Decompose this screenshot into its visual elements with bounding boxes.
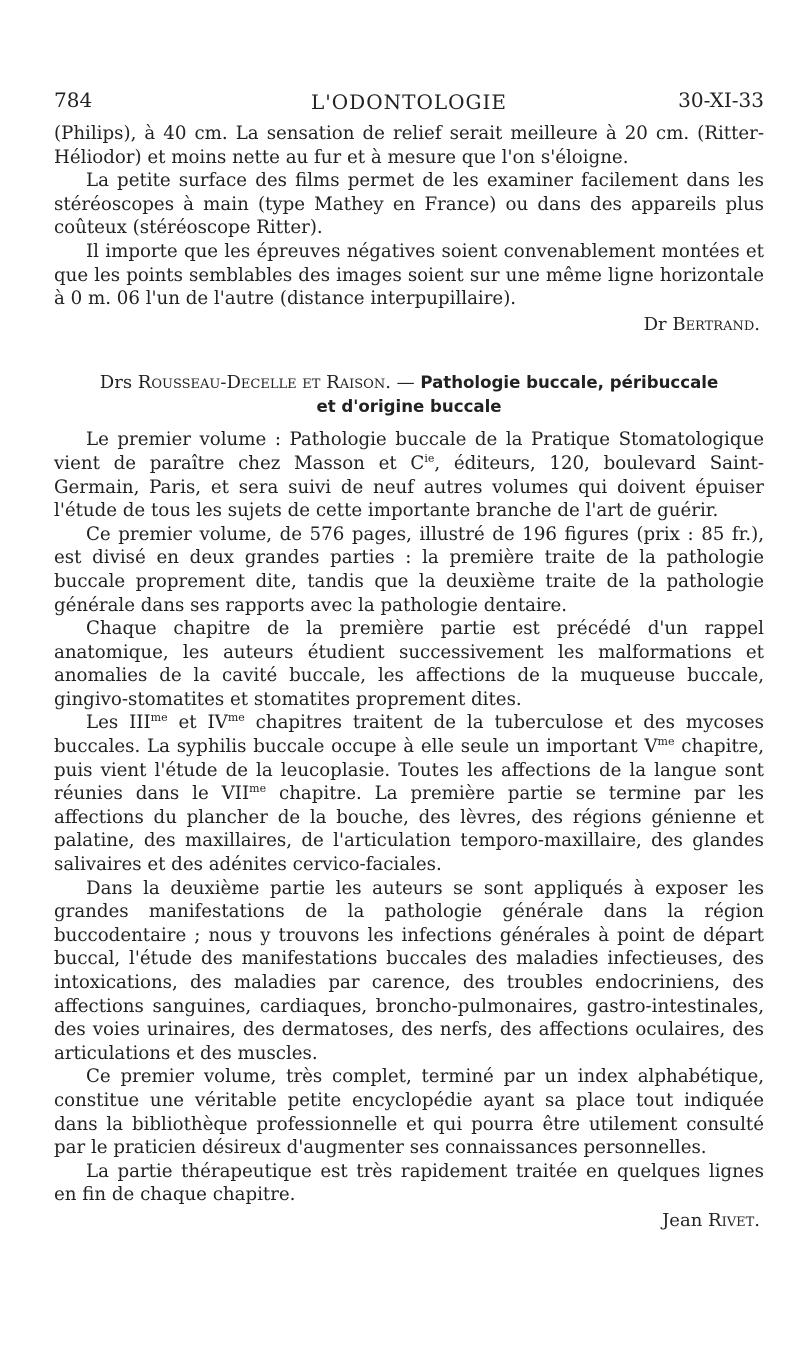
paragraph: La petite surface des films permet de les examiner facilement dans les stéréoscopes à main (type Mathey en France) ou dans des appareils plus coûteux (stéréoscope Ritter).	[54, 170, 764, 239]
signature-first: Jean	[662, 1209, 703, 1231]
heading-dash: —	[390, 371, 421, 393]
signature-bertrand	[54, 313, 760, 337]
paragraph: La partie thérapeutique est très rapidement traitée en quelques lignes en fin de chaque chapitre.	[54, 1160, 764, 1206]
review-heading	[54, 371, 764, 419]
paragraph: Ce premier volume, de 576 pages, illustré de 196 figures (prix : 85 fr.), est divisé en deux grandes parties : la première traite de la pathologie buccale proprement dite, tandis que la deuxième traite de la pathologie générale dans ses rapports avec la pathologie dentaire.	[54, 523, 764, 616]
signature-name: Bertrand.	[672, 313, 760, 335]
review-authors: Rousseau-Decelle et Raison.	[137, 371, 391, 393]
issue-date: 30-XI-33	[678, 88, 764, 112]
paragraph: Chaque chapitre de la première partie est précédé d'un rappel anatomique, les auteurs étudient successivement les malformations et anomalies de la cavité buccale, les affections de la muqueuse buccale, gingivo-stomatites et stomatites proprement dites.	[54, 618, 764, 710]
article-continuation	[54, 122, 764, 337]
signature-rivet	[54, 1209, 760, 1233]
page	[54, 88, 764, 1233]
paragraph: Dans la deuxième partie les auteurs se sont appliqués à exposer les grandes manifestations de la pathologie générale dans la région buccodentaire ; nous y trouvons les infections générales à point de départ buccal, l'étude des manifestations buccales des maladies infectieuses, des intoxications, des maladies par carence, des troubles endocriniens, des affections sanguines, cardiaques, broncho-pulmonaires, gastro-intestinales, des voies urinaires, des dermatoses, des nerfs, des affections oculaires, des articulations et des muscles.	[54, 877, 764, 1064]
journal-title: L'ODONTOLOGIE	[311, 90, 507, 114]
running-head	[54, 88, 764, 122]
authors-prefix: Drs	[99, 371, 133, 393]
signature-prefix: Dr	[643, 313, 667, 335]
signature-last: Rivet.	[708, 1209, 760, 1231]
paragraph: (Philips), à 40 cm. La sensation de relief serait meilleure à 20 cm. (Ritter-Héliodor) et moins nette au fur et à mesure que l'on s'éloigne.	[54, 123, 764, 168]
paragraph: Il importe que les épreuves négatives soient convenablement montées et que les points semblables des images soient sur une même ligne horizontale à 0 m. 06 l'un de l'autre (distance interpupillaire).	[54, 240, 764, 310]
paragraph: Ce premier volume, très complet, terminé par un index alphabétique, constitue une véritable petite encyclopédie ayant sa place tout indiquée dans la bibliothèque professionnelle et qui pourra être utilement consulté par le praticien désireux d'augmenter ses connaissances personnelles.	[54, 1066, 764, 1159]
page-number: 784	[54, 88, 93, 112]
review-title-line2: et d'origine buccale	[316, 396, 502, 416]
review-title-line1: Pathologie buccale, péribuccale	[420, 372, 719, 392]
book-review	[54, 371, 764, 1233]
paragraph: Les $III^{me}$ et $IV^{me}$ chapitres traitent de la tuberculose et des mycoses buccales. La syphilis buccale occupe à elle seule un important $V^{me}$ chapitre, puis vient l'étude de la leucoplasie. Toutes les affections de la langue sont réunies dans le $VII^{me}$ chapitre. La première partie se termine par les affections du plancher de la bouche, des lèvres, des régions génienne et palatine, des maxillaires, de l'articulation temporo-maxillaire, des glandes salivaires et des adénites cervico-faciales.	[54, 711, 765, 876]
paragraph: Le premier volume : Pathologie buccale de la Pratique Stomatologique vient de paraître chez Masson et $C^{ie}$, éditeurs, 120, boulevard Saint-Germain, Paris, et sera suivi de neuf autres volumes qui doivent épuiser l'étude de tous les sujets de cette importante branche de l'art de guérir.	[54, 429, 764, 522]
